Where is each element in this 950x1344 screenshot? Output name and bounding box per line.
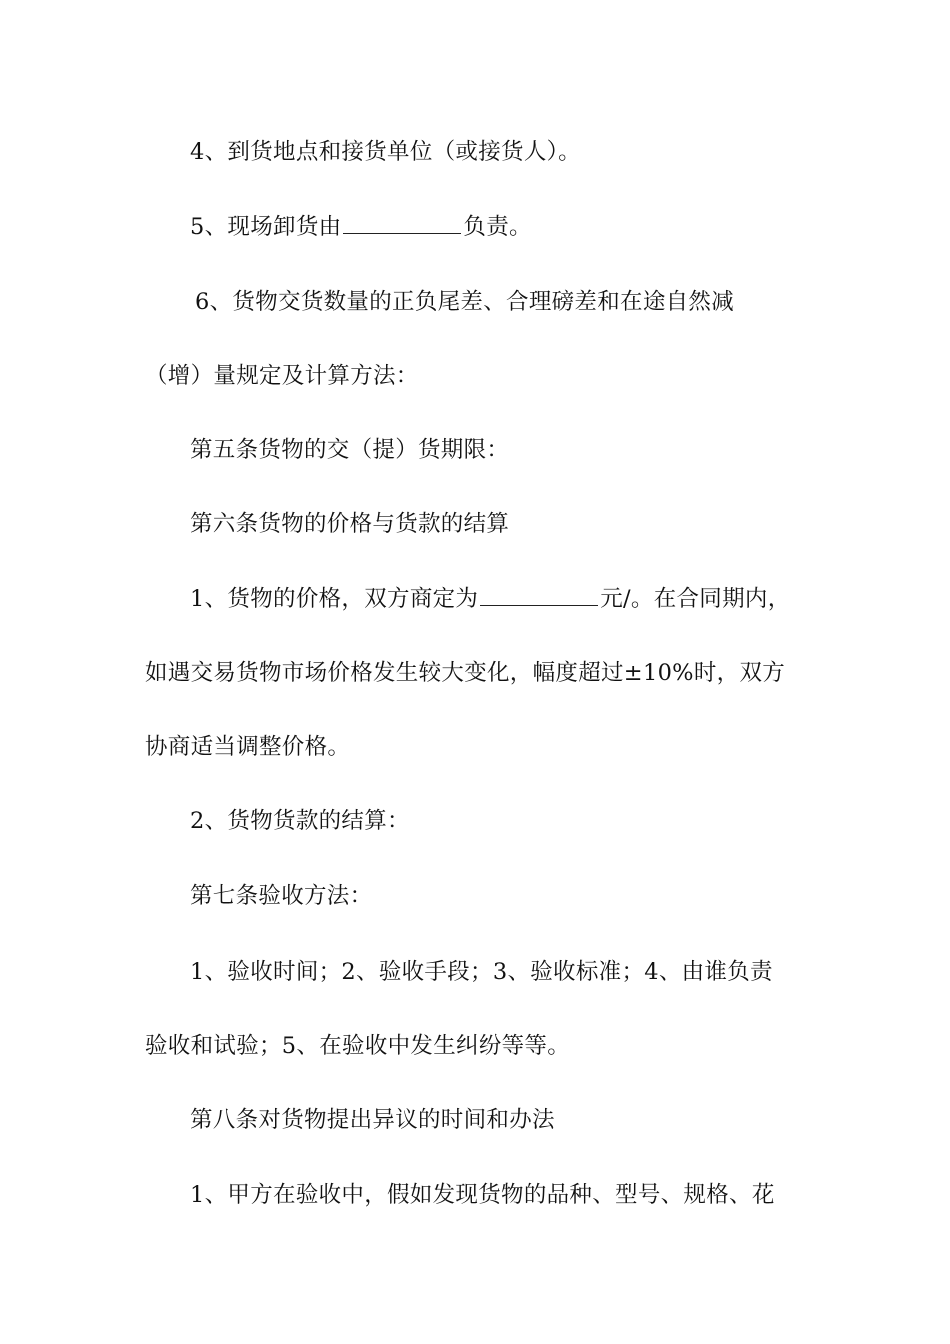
- line-text: 负责。: [463, 214, 532, 240]
- text-line: [190, 582, 830, 616]
- text-line: [190, 804, 830, 838]
- line-text: 第八条对货物提出异议的时间和办法: [190, 1107, 555, 1133]
- text-line: [145, 1029, 825, 1063]
- line-text: 2、货物货款的结算：: [190, 808, 410, 834]
- line-text: 如遇交易货物市场价格发生较大变化，幅度超过±10%时，双方: [145, 660, 786, 686]
- text-line: [195, 285, 835, 319]
- line-text: （增）量规定及计算方法：: [145, 363, 419, 389]
- text-line: [190, 879, 830, 913]
- line-text: 验收和试验；5、在验收中发生纠纷等等。: [145, 1033, 571, 1059]
- line-text: 1、货物的价格，双方商定为: [190, 586, 479, 612]
- line-text: 1、验收时间；2、验收手段；3、验收标准；4、由谁负责: [190, 959, 773, 985]
- line-text: 协商适当调整价格。: [145, 734, 351, 760]
- line-text: 第七条验收方法：: [190, 883, 373, 909]
- text-line: [145, 359, 825, 393]
- line-text: 4、到货地点和接货单位（或接货人）。: [190, 139, 581, 165]
- text-line: [190, 135, 830, 169]
- fill-in-blank: [480, 583, 598, 606]
- line-text: 第六条货物的价格与货款的结算: [190, 511, 510, 537]
- text-line: [190, 1178, 830, 1212]
- text-line: [145, 730, 825, 764]
- text-line: [145, 656, 825, 690]
- text-line: [190, 507, 830, 541]
- text-line: [190, 433, 830, 467]
- line-text: 第五条货物的交（提）货期限：: [190, 437, 510, 463]
- line-text: 元/。在合同期内，: [600, 586, 791, 612]
- text-line: [190, 1103, 830, 1137]
- line-text: 6、货物交货数量的正负尾差、合理磅差和在途自然减: [195, 289, 735, 315]
- text-line: [190, 210, 830, 244]
- line-text: 1、甲方在验收中，假如发现货物的品种、型号、规格、花: [190, 1182, 775, 1208]
- line-text: 5、现场卸货由: [190, 214, 342, 240]
- text-line: [190, 955, 830, 989]
- fill-in-blank: [343, 211, 461, 234]
